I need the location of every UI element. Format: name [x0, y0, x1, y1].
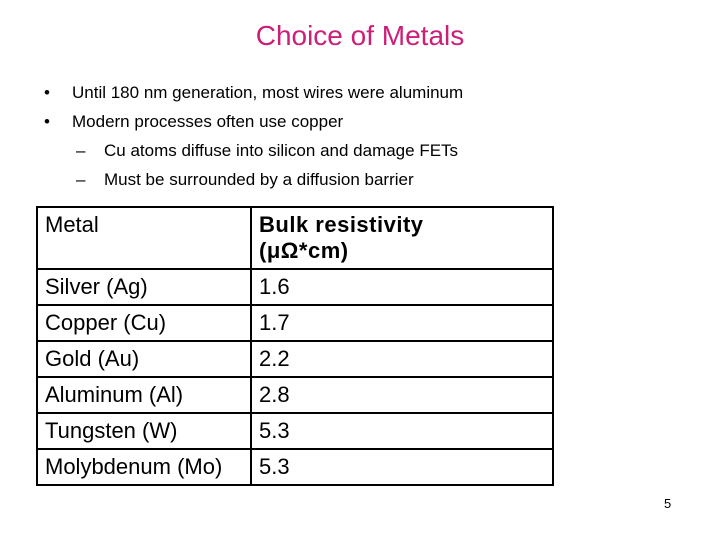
sub-bullet-item: [44, 165, 463, 194]
bullet-mark: •: [44, 112, 50, 131]
slide-title: Choice of Metals: [255, 20, 465, 51]
metal-cell: Aluminum (Al): [37, 377, 251, 413]
bullet-item: [44, 107, 463, 136]
table-row: [37, 305, 553, 341]
resistivity-cell: 2.8: [251, 377, 553, 413]
header-resistivity: [251, 207, 553, 269]
resistivity-cell: 5.3: [251, 449, 553, 485]
sub-bullet-item: [44, 136, 463, 165]
metals-table: [36, 206, 554, 486]
resistivity-cell: 1.6: [251, 269, 553, 305]
resistivity-cell: 2.2: [251, 341, 553, 377]
table-row: [37, 377, 553, 413]
table-header-row: [37, 207, 553, 269]
bullet-item: [44, 78, 463, 107]
bullet-text: Modern processes often use copper: [72, 112, 344, 131]
metal-cell: Molybdenum (Mo): [37, 449, 251, 485]
sub-bullet-mark: –: [76, 170, 86, 189]
metal-cell: Tungsten (W): [37, 413, 251, 449]
bullet-text: Until 180 nm generation, most wires were aluminum: [72, 83, 464, 102]
bullet-list: [44, 78, 463, 194]
table-row: [37, 269, 553, 305]
table-row: [37, 341, 553, 377]
resistivity-cell: 1.7: [251, 305, 553, 341]
bullet-mark: •: [44, 83, 50, 102]
table-row: [37, 449, 553, 485]
sub-bullet-text: Must be surrounded by a diffusion barrier: [104, 170, 414, 189]
metal-cell: Gold (Au): [37, 341, 251, 377]
table-row: [37, 413, 553, 449]
metal-cell: Copper (Cu): [37, 305, 251, 341]
resistivity-cell: 5.3: [251, 413, 553, 449]
header-resistivity-line2: (μΩ*cm): [259, 238, 349, 263]
header-resistivity-line1: Bulk resistivity: [259, 212, 424, 237]
metal-cell: Silver (Ag): [37, 269, 251, 305]
sub-bullet-text: Cu atoms diffuse into silicon and damage FETs: [104, 141, 459, 160]
sub-bullet-mark: –: [76, 141, 86, 160]
page-number: 5: [664, 496, 672, 511]
header-metal: Metal: [37, 207, 251, 269]
